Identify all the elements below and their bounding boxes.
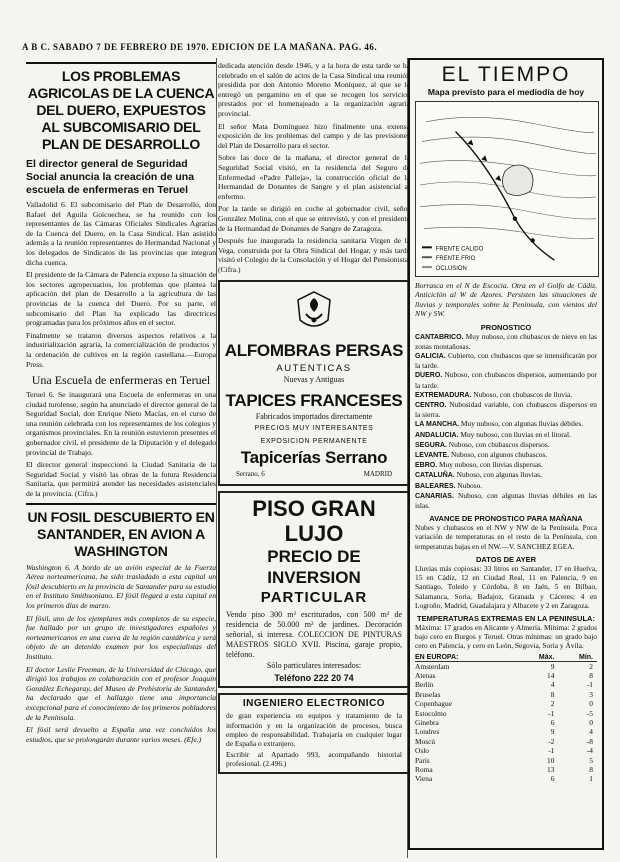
table-cell: 4 — [550, 680, 555, 690]
forecast-detail: Muy nuboso, con chubascos de nieve en las zonas montañosas. — [415, 331, 597, 351]
ad-title: PRECIO DE INVERSION — [267, 547, 361, 588]
forecast-detail: Nuboso, con algunas lluvias débiles en las islas. — [415, 490, 597, 511]
table-row — [415, 774, 597, 783]
column-divider — [216, 58, 217, 858]
table-row — [415, 661, 597, 671]
table-cell: 3 — [589, 689, 593, 699]
table-cell: 4 — [589, 727, 593, 737]
article-paragraph: El doctor Leslie Freeman, de la Universidad de Chicago, que dirigió los trabajos en colaboración con el profesor Joaquín González Echegaray, del Museo de Prehistoria de Santander, ha declarado que el hallazgo tiene una importancia excepcional para el conocimiento de los primeros pobladores de la Península. — [26, 664, 216, 722]
forecast-detail: Cubierto, con chubascos que se intensificarán por la tarde. — [415, 351, 597, 371]
section-title: Una Escuela de enfermeras en Teruel — [31, 373, 211, 388]
article-paragraph: Después fue inaugurada la residencia sanitaria Virgen de la Vega, construida por la Obra Sindical del Hogar, y más tarde visitó el Colegio de la Consolación y el Hogar del Pensionista. (Cifra.) — [218, 236, 410, 274]
column-right — [408, 58, 604, 858]
table-cell: 0 — [589, 699, 593, 709]
forecast-region: CANARIAS. — [415, 492, 454, 500]
forecast-detail: Muy nuboso, con lluvias dispersas. — [437, 460, 543, 470]
forecast-item — [415, 400, 597, 419]
weather-data-text: Máxima: 17 grados en Alicante y Almería. Mínima: 2 grados bajo cero en Burgos y Teruel. Otras mínimas: un grado bajo cero en Palencia, y cero en León, Segovia, Soria y Ávila. — [415, 622, 597, 651]
front-line — [456, 132, 555, 261]
table-row — [415, 756, 597, 765]
article-paragraph: dedicada atención desde 1946, y a la hora de esta tarde se ha celebrado en el salón de actos de la Casa Sindical una reunión presidida por don Antonio Moreno Moníquez, al que se le entregó un pergamino en el que se recogen los servicios prestados por el homenajeado a la organización agraria provincial. — [218, 61, 410, 118]
forecast-item — [415, 419, 597, 429]
page-header: A B C. SABADO 7 DE FEBRERO DE 1970. EDICION DE LA MAÑANA. PAG. 46. — [22, 42, 378, 52]
ad-title: PARTICULAR — [260, 589, 368, 607]
table-cell: 2 — [589, 661, 593, 671]
table-cell: Copenhague — [415, 699, 452, 709]
article-paragraph: Washington 6. A bordo de un avión especial de la Fuerza Aérea norteamericana, ha sido trasladado a esta capital un fósil descubierto en la provincia de Santander para su estudio en el Instituto Smithsoniano. El fósil llegará a esta capital en los primeros días de marzo. — [26, 562, 216, 610]
weather-box — [408, 58, 604, 850]
ad-line: Nuevas y Antiguas — [283, 375, 345, 385]
table-header-cell: Mín. — [558, 654, 597, 662]
ad-line: AUTENTICAS — [276, 363, 352, 375]
forecast-region: EXTREMADURA. — [415, 391, 472, 399]
forecast-detail: Muy nuboso, con lluvias en el litoral. — [458, 429, 571, 439]
weather-map — [415, 101, 599, 277]
legend-label: FRENTE FRIO — [435, 256, 476, 263]
ad-title: INGENIERO ELECTRONICO — [242, 698, 386, 710]
weather-subtitle: Mapa previsto para el mediodía de hoy — [427, 87, 585, 97]
article-paragraph: Teruel 6. Se inaugurará una Escuela de enfermeras en una ciudad turolense, según ha anunciado el director general de la Seguridad Social, don Enrique Nieto Macías, en el curso de una reunión celebrada con los representantes de los colegios y organismos provinciales. En la reunión estuvieron presentes el gobernador civil, el presidente de la Diputación y el delegado provincial de Trabajo. — [26, 390, 216, 457]
table-cell: -8 — [586, 736, 593, 746]
article-paragraph: El presidente de la Cámara de Palencia expuso la situación de los sectores agropecuarios, los problemas que plantea la aplicación del plan de Desarrollo a la agricultura de las provincias de la cuenca del Duero. Por su parte, el subcomisario del Plan ha explicado las directrices programadas para los próximos años en el sector. — [26, 270, 216, 328]
weather-section-title: TEMPERATURAS EXTREMAS EN LA PENINSULA: — [417, 613, 595, 623]
forecast-detail: Nubosidad variable, con chubascos dispersos en la sierra. — [415, 400, 597, 420]
weather-data-text: Lluvias más copiosas: 33 litros en Santander, 17 en Huelva, 15 en Cádiz, 12 en Ciudad Real, 11 en Palencia, 9 en Santiago, Toledo y Córdoba, 8 en Jaén, 5 en Bilbao, Salamanca, Soria, Badajoz, Granada y Cáceres; 4 en Logroño, Madrid, Guadalajara y Albacete y 2 en Zaragoza. — [415, 563, 597, 610]
table-cell: 5 — [589, 755, 593, 765]
ad-address: Serrano, 6 — [236, 470, 265, 479]
table-row — [415, 680, 597, 689]
table-header-cell: Máx. — [517, 654, 559, 662]
table-row — [415, 671, 597, 680]
forecast-item — [415, 370, 597, 389]
table-cell: 13 — [547, 764, 555, 774]
ad-city: MADRID — [363, 470, 392, 479]
forecast-region: CATALUÑA. — [415, 472, 455, 480]
table-cell: Amsterdam — [415, 661, 450, 671]
peninsula-outline — [502, 165, 532, 195]
ad-contact: Sólo particulares interesados: — [266, 661, 362, 671]
table-header — [415, 654, 597, 662]
ad-alfombras — [218, 280, 410, 486]
table-cell: Moscú — [415, 736, 436, 746]
table-cell: Estocolmo — [415, 708, 447, 718]
table-row — [415, 718, 597, 727]
legend-swatch — [422, 246, 432, 248]
forecast-region: SEGURA. — [415, 441, 447, 449]
legend-label: FRENTE CALIDO — [435, 246, 484, 253]
article-paragraph: El director general inspeccionó la Ciudad Sanitaria de la Seguridad Social y visitó las obras de la futura Residencia Sanitaria, que permitirá atender las necesidades asistenciales de la provincia. (Cifra.) — [26, 460, 216, 499]
table-cell: Bruselas — [415, 689, 441, 699]
weather-section-title: AVANCE DE PRONOSTICO PARA MAÑANA — [429, 514, 583, 524]
rule — [26, 503, 216, 505]
article-paragraph: Sobre las doce de la mañana, el director general de la Seguridad Social visitó, en la residencia del Seguro de Enfermedad «Padre Palleja», la construcción oficial de la Hermandad de Donantes de Sangre y el plan asistencial al enfermo. — [218, 153, 410, 201]
forecast-region: DUERO. — [415, 372, 443, 380]
ad-piso — [218, 491, 410, 688]
rule — [26, 62, 216, 64]
forecast-item — [415, 430, 597, 440]
forecast-item — [415, 460, 597, 470]
table-cell: 9 — [550, 727, 555, 737]
forecast-region: CENTRO. — [415, 402, 447, 410]
table-row — [415, 737, 597, 746]
forecast-item — [415, 440, 597, 450]
table-row — [415, 709, 597, 718]
article-paragraph: El señor Mata Domínguez hizo finalmente una extensa exposición de los problemas del campo y de las previsiones del Plan de Desarrollo para el sector. — [218, 121, 410, 150]
table-cell: -1 — [548, 708, 555, 718]
forecast-region: GALICIA. — [415, 353, 446, 361]
table-row — [415, 690, 597, 699]
table-cell: 8 — [589, 764, 593, 774]
forecast-item — [415, 390, 597, 400]
table-cell: 10 — [547, 755, 555, 765]
forecast-detail: Nuboso, con chubascos de lluvia. — [471, 389, 573, 399]
table-cell: París — [415, 755, 430, 765]
ad-phone: Teléfono 222 20 74 — [274, 673, 354, 684]
forecast-detail: Nuboso. — [455, 480, 483, 490]
ad-title: ALFOMBRAS PERSAS — [224, 341, 404, 361]
table-cell: -2 — [548, 736, 555, 746]
weather-section-title: PRONOSTICO — [480, 322, 532, 332]
crest-icon — [294, 290, 334, 334]
forecast-item — [415, 491, 597, 510]
ad-line: EXPOSICION PERMANENTE — [260, 438, 368, 446]
table-cell: 2 — [550, 699, 555, 709]
forecast-region: BALEARES. — [415, 482, 456, 490]
table-cell: 6 — [550, 774, 555, 784]
table-cell: 14 — [547, 670, 555, 680]
forecast-detail: Nuboso, con algunos chubascos. — [449, 450, 548, 460]
ad-footer — [224, 468, 404, 480]
ad-title: Tapicerías Serrano — [240, 448, 388, 468]
ad-text: de gran experiencia en equipos y tratamiento de la información y en la organización de procesos, busca empleo de responsabilidad. Trabajaría en cualquier lugar de España o extranjero. — [226, 711, 402, 749]
ad-title: PISO GRAN LUJO — [252, 496, 376, 547]
forecast-list — [415, 332, 597, 511]
ad-text: Vendo piso 300 m² escriturados, con 500 m² de residencia de 50.000 m² de jardines. Decoración señorial, si interesa. COLECCION DE PINTURAS MAESTROS SIGLO XVII. Piscina, garaje propio, teléfono. — [226, 610, 402, 660]
table-row — [415, 699, 597, 708]
forecast-item — [415, 481, 597, 491]
table-cell: Atenas — [415, 670, 436, 680]
article-paragraph: Por la tarde se dirigió en coche al gobernador civil, señor González Molina, con el que se entrevistó, y con el presidente de la Hermandad de Donantes de Sangre de Zaragoza. — [218, 204, 410, 233]
article-headline: UN FOSIL DESCUBIERTO EN SANTANDER, EN AVION A WASHINGTON — [27, 508, 215, 559]
table-row — [415, 765, 597, 774]
ad-line: PRECIOS MUY INTERESANTES — [254, 425, 374, 433]
ad-ingeniero — [218, 693, 410, 773]
table-row — [415, 727, 597, 736]
forecast-detail: Muy nuboso, con algunas lluvias débiles. — [459, 419, 584, 429]
table-cell: 6 — [550, 717, 555, 727]
legend-swatch — [422, 266, 432, 268]
weather-section-title: DATOS DE AYER — [475, 554, 536, 564]
forecast-item — [415, 470, 597, 480]
table-cell: Ginebra — [415, 717, 439, 727]
article-paragraph: Finalmente se trataron diversos aspectos relativos a la industrialización agraria, la comercialización de productos y la ordenación de cultivos en la región castellana.—Europa Press. — [26, 330, 216, 369]
table-cell: Roma — [415, 764, 433, 774]
table-cell: -4 — [586, 746, 593, 756]
column-left — [26, 58, 216, 858]
table-row — [415, 746, 597, 755]
column-middle — [218, 58, 410, 858]
article-paragraph: El fósil será devuelto a España una vez concluidos los estudios, que se prolongarán durante varios meses. (Efe.) — [26, 725, 216, 744]
forecast-region: CANTABRICO. — [415, 333, 464, 341]
table-cell: Berlín — [415, 680, 434, 690]
forecast-detail: Nuboso, con chubascos dispersos, aumentando por la tarde. — [415, 370, 597, 390]
article-headline: LOS PROBLEMAS AGRICOLAS DE LA CUENCA DEL DUERO, EXPUESTOS AL SUBCOMISARIO DEL PLAN DE DESARROLLO — [27, 68, 215, 152]
forecast-item — [415, 450, 597, 460]
ad-text: Escribir al Apartado 993, acompañando historial profesional. (2.496.) — [226, 750, 402, 769]
weather-title: EL TIEMPO — [441, 63, 571, 86]
forecast-region: LEVANTE. — [415, 452, 450, 460]
table-cell: -1 — [548, 746, 555, 756]
forecast-region: ANDALUCIA. — [415, 431, 459, 439]
table-cell: Viena — [415, 774, 433, 784]
forecast-text: Nubes y chubascos en el NW y NW de la Península. Poca variación de temperaturas en el resto de la Península, con temperaturas bajas en el NW.—V. SANCHEZ EGEA. — [415, 523, 597, 551]
legend-swatch — [422, 256, 432, 258]
ad-title: TAPICES FRANCESES — [225, 391, 403, 411]
forecast-item — [415, 332, 597, 351]
ad-line: Fabricados importados directamente — [255, 412, 373, 422]
table-cell: 8 — [589, 670, 593, 680]
table-cell: 0 — [589, 717, 593, 727]
table-cell: 8 — [550, 689, 555, 699]
weather-caption: Borrasca en el N de Escocia. Otra en el Golfo de Cádiz. Anticiclón al W de Azores. Persisten las situaciones de lluvias y temporales sobre la Península, con vientos del NW y SW. — [415, 281, 597, 319]
article-subhead: El director general de Seguridad Social anuncia la creación de una escuela de enfermeras en Teruel — [26, 158, 195, 196]
article-paragraph: Valladolid 6. El subcomisario del Plan de Desarrollo, don Rafael del Aguila Goicoechea, se ha reunido con los representantes de las Cámaras Oficiales Sindicales Agrarias de la Cuenca del Duero, en la Casa Sindical. Han asistido además a la reunión representantes de Hermandad Nacional y los delegados de Sindicatos de las provincias que integran dicha cuenca. — [26, 200, 216, 267]
forecast-region: LA MANCHA. — [415, 421, 460, 429]
legend-label: OCLUSION — [435, 266, 467, 273]
article-paragraph: El fósil, uno de los ejemplares más completos de su especie, fue hallado por un grupo de investigadores españoles y norteamericanos en una cueva de la región cantábrica y será objeto de un detenido examen por los especialistas del Instituto. — [26, 613, 216, 661]
table-cell: Oslo — [415, 746, 429, 756]
forecast-region: EBRO. — [415, 462, 438, 470]
table-cell: 1 — [589, 774, 593, 784]
table-cell: Londres — [415, 727, 440, 737]
forecast-item — [415, 351, 597, 370]
table-cell: 9 — [550, 661, 555, 671]
table-header-cell: EN EUROPA: — [415, 654, 517, 662]
temperature-table — [415, 654, 597, 784]
table-cell: -1 — [586, 680, 593, 690]
forecast-detail: Nuboso, con chubascos dispersos. — [446, 439, 550, 449]
table-cell: -5 — [586, 708, 593, 718]
forecast-detail: Nuboso, con algunas lluvias. — [454, 470, 542, 480]
